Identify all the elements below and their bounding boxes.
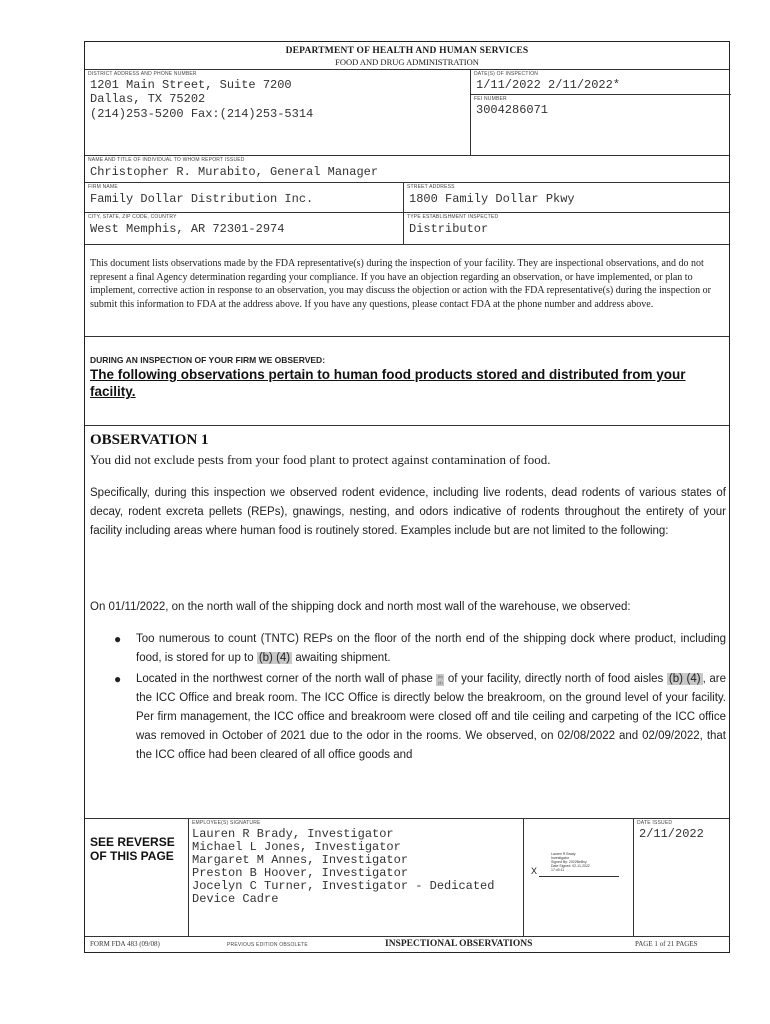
- page-number: PAGE 1 of 21 PAGES: [635, 940, 698, 948]
- agency-heading: FOOD AND DRUG ADMINISTRATION: [335, 57, 479, 67]
- divider: [85, 336, 729, 337]
- esig-line: Signed By: 2022BeBvy: [551, 860, 587, 864]
- bullet-text: awaiting shipment.: [295, 652, 391, 664]
- esig-line: Investigator: [551, 856, 570, 860]
- notice-text: This document lists observations made by the FDA representative(s) during the inspection of your facility. They are inspectional observations, and do not represent a final Agency determination regarding your compliance. If you have an objection regarding an observation, or have implemented, or plan to implement, corrective action in response to an observation, you may discuss the objection or action with the FDA representative(s) during the inspection or submit this information to FDA at the address above. If you have any questions, please contact FDA at the phone number and address above.: [90, 258, 711, 310]
- district-address-line2: Dallas, TX 75202: [90, 92, 206, 106]
- obsolete-note: PREVIOUS EDITION OBSOLETE: [227, 942, 308, 948]
- during-inspection-statement: The following observations pertain to human food products stored and distributed from your facility.: [90, 367, 686, 399]
- signature-x-mark: X: [531, 866, 538, 876]
- employee-name: Lauren R Brady, Investigator: [192, 827, 394, 841]
- city-label: CITY, STATE, ZIP CODE, COUNTRY: [88, 214, 177, 220]
- bullet-text: , are the ICC Office and break room. The ICC Office is directly below the breakroom, on the ground level of your facility. Per firm management, the ICC office and breakroom were closed off and tile ceiling and carpeting of the ICC office was removed in October of 2021 due to the odor in the rooms. We observed, on 02/08/2022 and 02/09/2022, that the ICC office had been cleared of all office goods and: [136, 673, 726, 761]
- list-item: [90, 670, 726, 765]
- divider: [85, 69, 729, 70]
- observation-date-paragraph: On 01/11/2022, on the north wall of the shipping dock and north most wall of the warehouse, we observed:: [90, 601, 631, 613]
- employee-list: [192, 828, 494, 906]
- individual-name: Christopher R. Murabito, General Manager: [90, 165, 379, 179]
- divider: [470, 94, 731, 95]
- divider: [85, 155, 729, 156]
- redaction-box: (b) (4): [668, 673, 701, 685]
- observation-summary: You did not exclude pests from your food plant to protect against contamination of food.: [90, 452, 551, 467]
- date-issued-label: DATE ISSUED: [637, 820, 673, 826]
- fei-label: FEI NUMBER: [474, 96, 507, 102]
- signature-line: [539, 876, 619, 877]
- esig-line: Date Signed: 02-11-2022: [551, 864, 590, 868]
- bullet-text: of your facility, directly north of food aisles: [447, 673, 664, 685]
- esig-line: 17:40:11: [551, 868, 565, 872]
- observation-title: OBSERVATION 1: [90, 432, 209, 448]
- redaction-box: (b) (4): [258, 652, 291, 664]
- redaction-box: (b)(4): [437, 674, 443, 685]
- list-item: [90, 630, 726, 668]
- divider: [470, 69, 471, 155]
- establishment-type-label: TYPE ESTABLISHMENT INSPECTED: [407, 214, 499, 220]
- bullet-text: Located in the northwest corner of the north wall of phase: [136, 673, 433, 685]
- employee-name: Device Cadre: [192, 892, 279, 906]
- bullet-text: Too numerous to count (TNTC) REPs on the floor of the north end of the shipping dock where product, including food, is stored for up to: [136, 633, 726, 664]
- divider: [85, 212, 729, 213]
- district-address-line1: 1201 Main Street, Suite 7200: [90, 78, 292, 92]
- electronic-signature: [551, 852, 590, 872]
- during-inspection-label: DURING AN INSPECTION OF YOUR FIRM WE OBSERVED:: [90, 355, 326, 365]
- see-reverse-label: SEE REVERSE OF THIS PAGE: [90, 835, 175, 863]
- bullet-icon: ●: [114, 672, 122, 686]
- form-483-page: [84, 41, 730, 953]
- divider: [85, 936, 729, 937]
- divider: [85, 244, 729, 245]
- divider: [85, 425, 729, 426]
- divider: [633, 818, 634, 936]
- district-label: DISTRICT ADDRESS AND PHONE NUMBER: [88, 71, 197, 77]
- esig-line: Lauren R Brady: [551, 852, 576, 856]
- employee-signature-label: EMPLOYEE(S) SIGNATURE: [192, 820, 261, 826]
- footer-title: INSPECTIONAL OBSERVATIONS: [385, 939, 533, 949]
- divider: [403, 182, 404, 244]
- bullet-icon: ●: [114, 632, 122, 646]
- district-phone: (214)253-5200 Fax:(214)253-5314: [90, 107, 314, 121]
- employee-name: Jocelyn C Turner, Investigator - Dedicated: [192, 879, 495, 893]
- employee-name: Margaret M Annes, Investigator: [192, 853, 409, 867]
- form-number: FORM FDA 483 (09/08): [90, 940, 160, 948]
- city-state-zip: West Memphis, AR 72301-2974: [90, 222, 285, 236]
- divider: [85, 182, 729, 183]
- firm-name-label: FIRM NAME: [88, 184, 118, 190]
- individual-label: NAME AND TITLE OF INDIVIDUAL TO WHOM REPORT ISSUED: [88, 157, 245, 163]
- firm-name: Family Dollar Distribution Inc.: [90, 192, 314, 206]
- fei-number: 3004286071: [476, 103, 549, 117]
- employee-name: Michael L Jones, Investigator: [192, 840, 401, 854]
- street-label: STREET ADDRESS: [407, 184, 455, 190]
- observation-paragraph: Specifically, during this inspection we observed rodent evidence, including live rodents, dead rodents of various states of decay, rodent excreta pellets (REPs), gnawings, nesting, and odors indicative of rodents throughout the entirety of your facility including areas where human food is routinely stored. Examples include but are not limited to the following:: [90, 487, 726, 537]
- street-address: 1800 Family Dollar Pkwy: [409, 192, 575, 206]
- divider: [523, 818, 524, 936]
- date-issued: 2/11/2022: [639, 827, 704, 841]
- observation-bullet-list: [90, 630, 726, 767]
- employee-name: Preston B Hoover, Investigator: [192, 866, 409, 880]
- dates-label: DATE(S) OF INSPECTION: [474, 71, 539, 77]
- divider: [188, 818, 189, 936]
- department-heading: DEPARTMENT OF HEALTH AND HUMAN SERVICES: [285, 46, 529, 56]
- inspection-dates: 1/11/2022 2/11/2022*: [476, 78, 621, 92]
- establishment-type: Distributor: [409, 222, 489, 236]
